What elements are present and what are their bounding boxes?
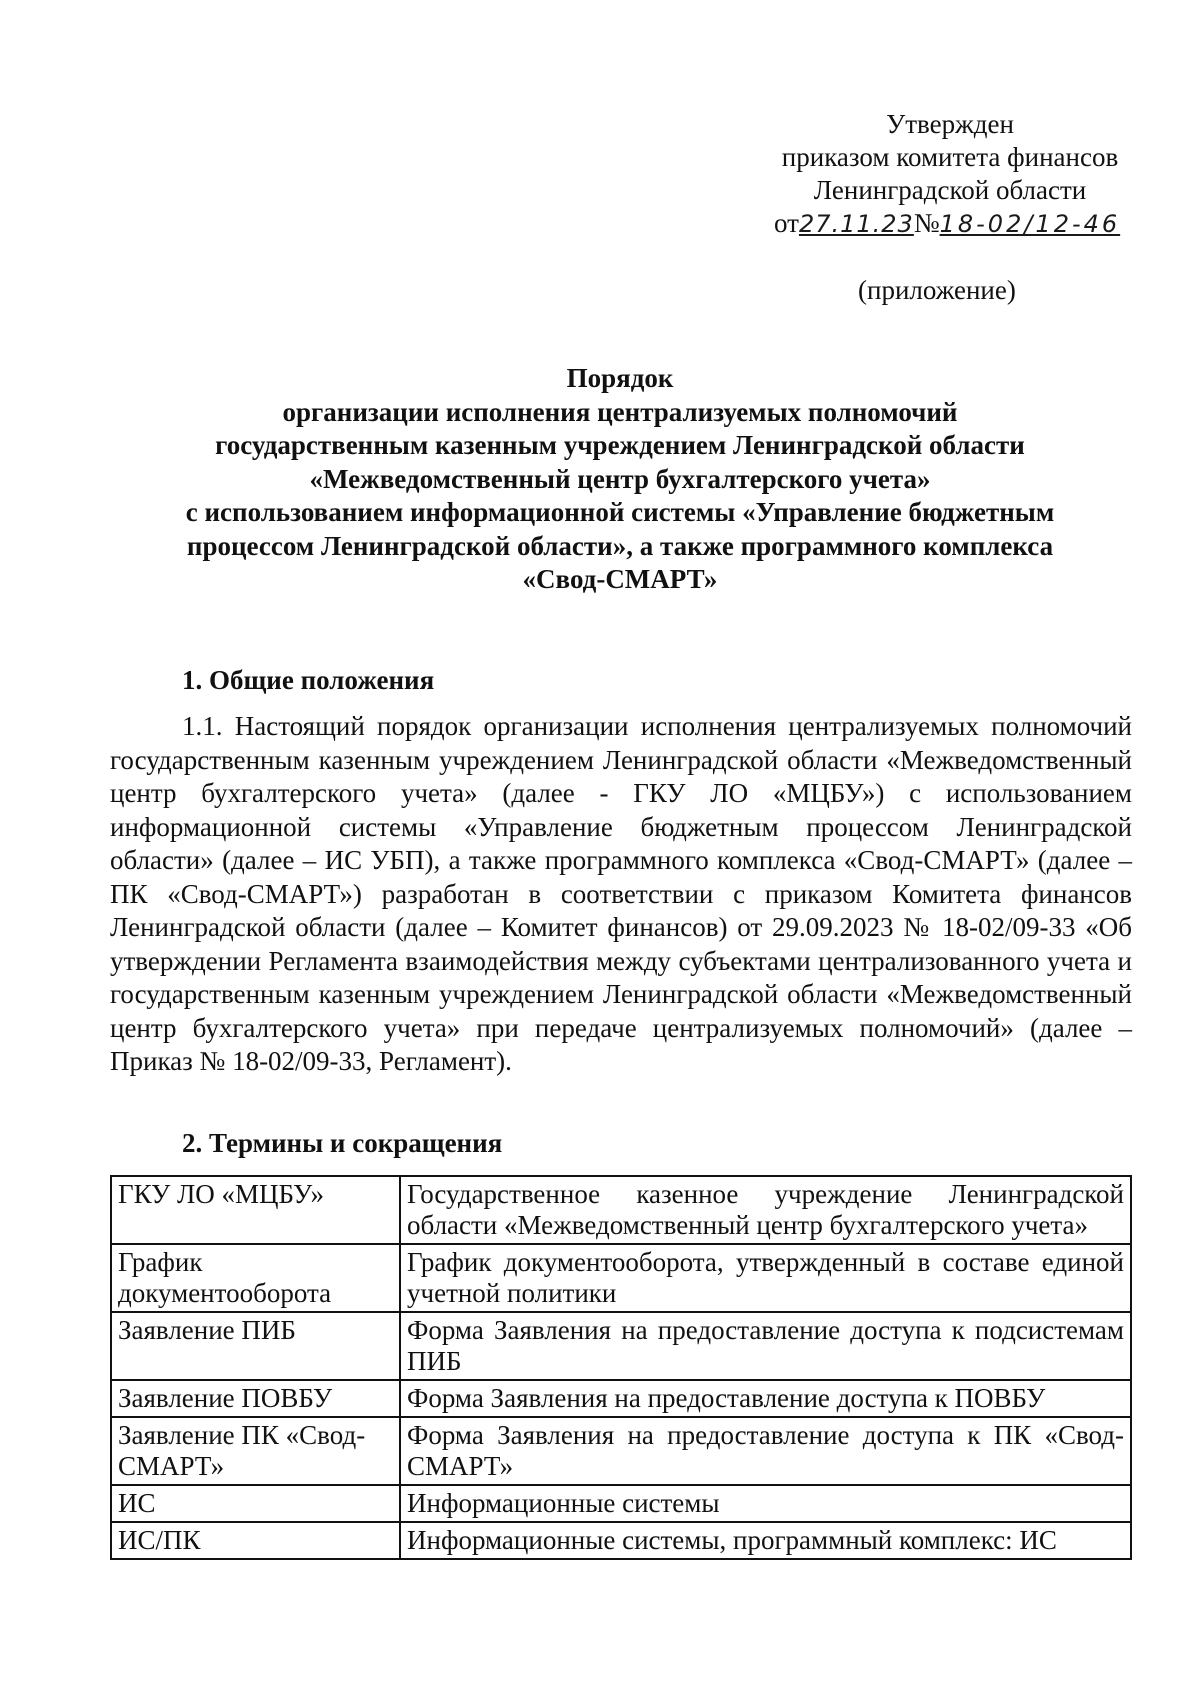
title-line-4: «Межведомственный центр бухгалтерского учета»	[309, 463, 931, 494]
term-cell: ГКУ ЛО «МЦБУ»	[111, 1176, 400, 1244]
approval-from-prefix: от	[774, 208, 799, 238]
title-line-6: процессом Ленинградской области», а также программного комплекса	[186, 530, 1054, 561]
title-line-5: с использованием информационной системы «Управление бюджетным	[185, 497, 1055, 527]
approval-line-2: приказом комитета финансов	[781, 142, 1119, 172]
document-title	[110, 362, 1130, 597]
definition-cell: График документооборота, утвержденный в составе единой учетной политики	[400, 1244, 1131, 1312]
table-row	[111, 1485, 1131, 1522]
approval-number-line	[740, 207, 1160, 241]
table-row	[111, 1522, 1131, 1559]
table-row	[111, 1380, 1131, 1417]
section-2-heading: 2. Термины и сокращения	[182, 1128, 503, 1158]
title-line-7: «Свод-СМАРТ»	[522, 564, 718, 594]
section-1-paragraph: 1.1. Настоящий порядок организации исполнения централизуемых полномочий государственным казенным учреждением Ленинградской области «Межведомственный центр бухгалтерского учета» (далее - ГКУ ЛО «МЦБУ») с использованием информационной системы «Управление бюджетным процессом Ленинградской области» (далее – ИС УБП), а также программного комплекса «Свод-СМАРТ» (далее – ПК «Свод-СМАРТ») разработан в соответствии с приказом Комитета финансов Ленинградской области (далее – Комитет финансов) от 29.09.2023 № 18-02/09-33 «Об утверждении Регламента взаимодействия между субъектами централизованного учета и государственным казенным учреждением Ленинградской области «Межведомственный центр бухгалтерского учета» при передаче централизуемых полномочий» (далее – Приказ № 18-02/09-33, Регламент).	[110, 711, 1132, 1076]
table-row	[111, 1244, 1131, 1312]
term-cell: ИС/ПК	[111, 1522, 400, 1559]
table-row	[111, 1176, 1131, 1244]
term-cell: Заявление ПК «Свод-СМАРТ»	[111, 1417, 400, 1485]
title-line-1: Порядок	[566, 363, 674, 393]
terms-table	[110, 1175, 1132, 1560]
definition-cell: Форма Заявления на предоставление доступа к подсистемам ПИБ	[400, 1312, 1131, 1380]
term-cell: Заявление ПОВБУ	[111, 1380, 400, 1417]
definition-cell: Информационные системы, программный комплекс: ИС	[400, 1522, 1131, 1559]
term-cell: ИС	[111, 1485, 400, 1522]
definition-cell: Информационные системы	[400, 1485, 1131, 1522]
definition-cell: Государственное казенное учреждение Ленинградской области «Межведомственный центр бухгалтерского учета»	[400, 1176, 1131, 1244]
approval-line-3: Ленинградской области	[813, 175, 1087, 205]
term-cell: График документооборота	[111, 1244, 400, 1312]
term-cell: Заявление ПИБ	[111, 1312, 400, 1380]
table-row	[111, 1312, 1131, 1380]
section-1-heading: 1. Общие положения	[182, 665, 435, 695]
title-line-2: организации исполнения централизуемых полномочий	[282, 396, 958, 427]
number-sign: №	[913, 208, 940, 238]
handwritten-date: 27.11.23	[798, 210, 914, 238]
appendix-label: (приложение)	[858, 275, 1016, 305]
title-line-3: государственным казенным учреждением Ленинградской области	[215, 430, 1025, 460]
approval-block	[740, 108, 1160, 241]
handwritten-order-number: 18-02/12-46	[939, 210, 1121, 238]
definition-cell: Форма Заявления на предоставление доступа к ПОВБУ	[400, 1380, 1131, 1417]
definition-cell: Форма Заявления на предоставление доступа к ПК «Свод-СМАРТ»	[400, 1417, 1131, 1485]
table-row	[111, 1417, 1131, 1485]
approval-line-1: Утвержден	[886, 109, 1014, 139]
